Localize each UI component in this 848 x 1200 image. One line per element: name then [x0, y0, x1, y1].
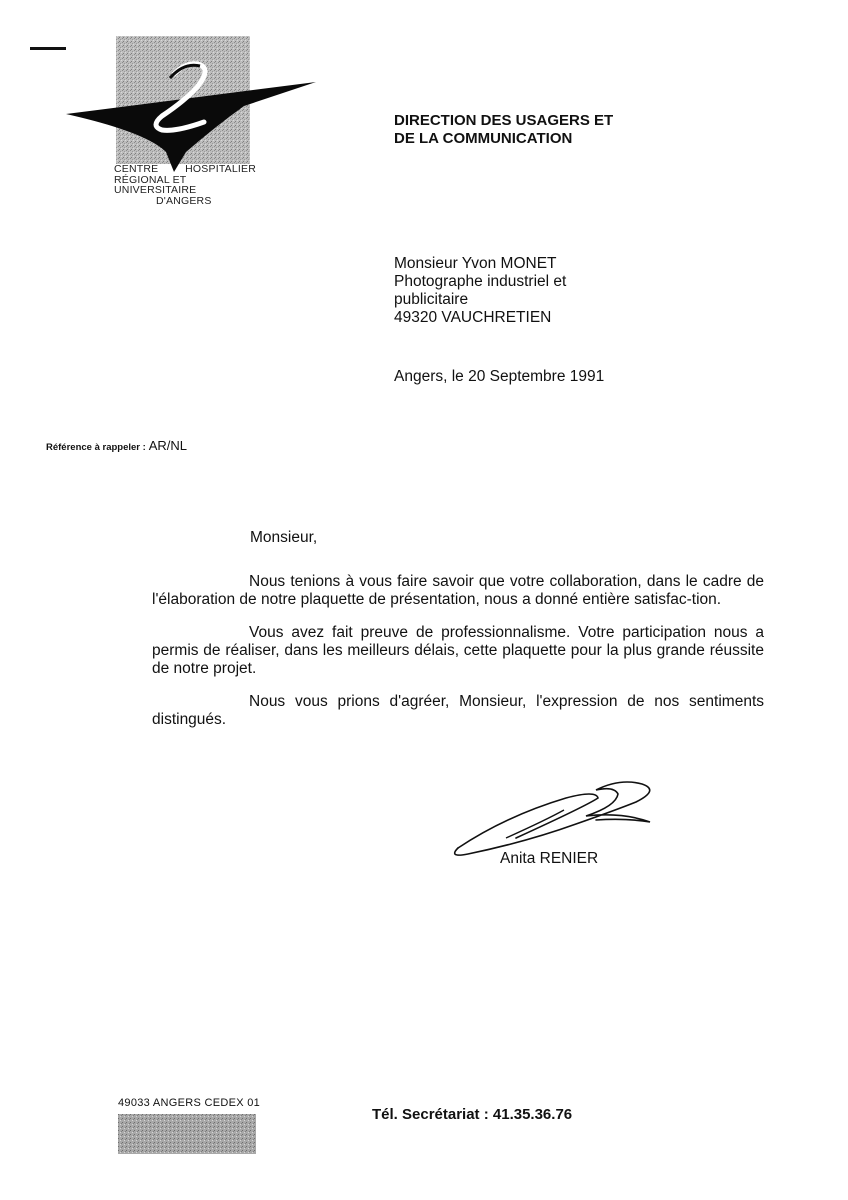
body-paragraph: Nous tenions à vous faire savoir que votre collaboration, dans le cadre de l'élaboration de notre plaquette de présentation, nous a donné entière satisfac-tion. [152, 573, 764, 608]
handwritten-signature [446, 776, 666, 860]
institution-line-2: HOSPITALIER [185, 163, 256, 175]
footer-stamp [118, 1114, 256, 1154]
recipient-line: publicitaire [394, 291, 469, 308]
recipient-line: Monsieur Yvon MONET [394, 255, 557, 272]
department-line: DIRECTION DES USAGERS ET [394, 112, 614, 129]
recipient-line: Photographe industriel et [394, 273, 567, 290]
signer-name: Anita RENIER [500, 850, 599, 867]
stamp-texture-icon [118, 1114, 256, 1154]
body-paragraph: Vous avez fait preuve de professionnalisme. Votre participation nous a permis de réaliser, dans les meilleurs délais, cette plaquette pour la plus grande réussite de notre projet. [152, 624, 764, 677]
institution-line-3: RÉGIONAL ET UNIVERSITAIRE [114, 173, 197, 196]
phone-line: Tél. Secrétariat : 41.35.36.76 [372, 1106, 573, 1123]
signature-icon [446, 776, 666, 860]
letter-date: Angers, le 20 Septembre 1991 [394, 368, 605, 385]
reference-value: AR/NL [148, 438, 187, 453]
reference [46, 438, 187, 453]
department-line: DE LA COMMUNICATION [394, 130, 573, 147]
institution-line-1: CENTRE [114, 163, 159, 175]
letter-body [152, 573, 764, 744]
salutation: Monsieur, [250, 529, 318, 546]
hospital-logo [66, 34, 316, 207]
footer-address: 49033 ANGERS CEDEX 01 [118, 1097, 261, 1109]
recipient-address [394, 255, 694, 327]
body-paragraph: Nous vous prions d'agréer, Monsieur, l'expression de nos sentiments distingués. [152, 693, 764, 728]
institution-line-4: D'ANGERS [156, 194, 212, 207]
fold-mark [30, 47, 66, 50]
institution-name [114, 164, 264, 206]
recipient-line: 49320 VAUCHRETIEN [394, 309, 552, 326]
department-heading [394, 112, 694, 148]
reference-label: Référence à rappeler : [46, 442, 146, 453]
